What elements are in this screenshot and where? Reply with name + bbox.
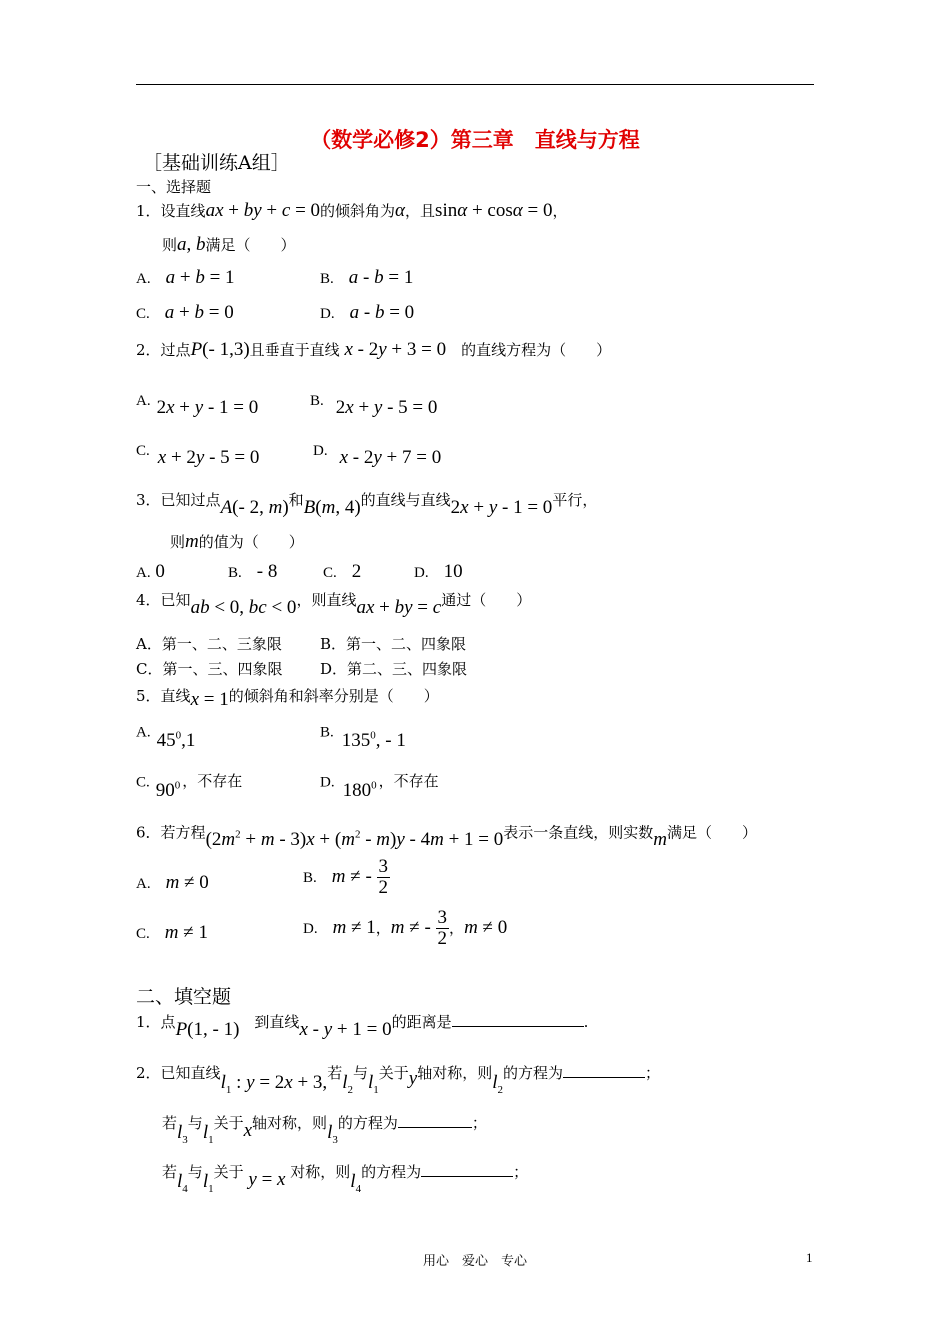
- q3-option-b: B. - 8: [228, 561, 278, 582]
- q3-option-c: C. 2: [323, 561, 362, 582]
- question-1-cont: 则a, b满足（ ）: [162, 234, 296, 255]
- page-footer: 用心 爱心 专心: [422, 1254, 527, 1269]
- q2-option-a: A. 2x + y - 1 = 0: [136, 393, 259, 418]
- page-number: 1: [806, 1250, 813, 1265]
- q6-option-d: D. m ≠ 1，m ≠ - $\frac{3}{2}$ ，m ≠ 0: [303, 907, 508, 949]
- q6-option-a: A. m ≠ 0: [136, 872, 209, 893]
- q4-option-c: C．第一、三、四象限: [136, 660, 283, 678]
- q1-option-a: A. a + b = 1: [136, 267, 235, 288]
- page-title: （数学必修2）第三章 直线与方程: [310, 128, 640, 152]
- question-3: 3．已知过点A(- 2, m)和B(m, 4)的直线与直线2x + y - 1 = 0平行，: [136, 491, 598, 518]
- q1-option-b: B. a - b = 1: [320, 267, 414, 288]
- section-heading-choice: 一、选择题: [136, 178, 212, 196]
- q2-option-b: B. 2x + y - 5 = 0: [310, 393, 438, 418]
- fill-1: 1．点P(1, - 1) 到直线x - y + 1 = 0的距离是 .: [136, 1013, 589, 1040]
- q1-option-d: D. a - b = 0: [320, 302, 415, 323]
- question-5: 5．直线x = 1的倾斜角和斜率分别是（ ）: [136, 687, 439, 710]
- question-4: 4．已知ab < 0, bc < 0，则直线ax + by = c通过（ ）: [136, 591, 532, 618]
- q5-option-d: D. $180^0$ ，不存在: [320, 772, 439, 802]
- question-1: 1．设直线ax + by + c = 0的倾斜角为α，且sinα + cosα = 0，: [136, 200, 568, 221]
- fill-2: 2．已知直线$l_1$ : y = 2x + 3,若$l_2$与$l_1$关于y轴对称，则$l_2$的方程为 ；: [136, 1064, 661, 1096]
- question-2: 2．过点P(- 1,3)且垂直于直线 x - 2y + 3 = 0 的直线方程为（ ）: [136, 339, 612, 360]
- q4-option-d: D．第二、三、四象限: [320, 660, 468, 678]
- q5-option-a: A. $45^0,1$: [136, 724, 196, 752]
- section-heading-fill: 二、填空题: [136, 986, 232, 1008]
- fill-2-yx: 若$l_4$与$l_1$关于 y = x 对称，则$l_4$的方程为 ；: [162, 1163, 529, 1195]
- header-rule: [136, 84, 814, 85]
- q2-option-d: D. x - 2y + 7 = 0: [313, 443, 442, 468]
- q3-option-d: D. 10: [414, 561, 463, 582]
- q5-option-b: B. $135^0$, - 1: [320, 724, 406, 752]
- group-label: ［基础训练A组］: [143, 152, 290, 174]
- question-6: 6．若方程$(2m^2 + m - 3)x + (m^2 - m)y - 4m + 1 = 0$表示一条直线，则实数m满足（ ）: [136, 823, 758, 851]
- q4-option-a: A．第一、二、三象限: [136, 635, 282, 653]
- q1-option-c: C. a + b = 0: [136, 302, 234, 323]
- q2-option-c: C. x + 2y - 5 = 0: [136, 443, 260, 468]
- question-3-cont: 则m的值为（ ）: [170, 531, 304, 552]
- q4-option-b: B．第一、二、四象限: [320, 635, 467, 653]
- q3-option-a: A. 0: [136, 561, 165, 582]
- fill-2-x: 若$l_3$与$l_1$关于x轴对称，则$l_3$的方程为 ；: [162, 1114, 487, 1146]
- q6-option-b: B. m ≠ - $\frac{3}{2}$: [303, 856, 389, 898]
- q5-option-c: C. $90^0$ ，不存在: [136, 772, 243, 802]
- q6-option-c: C. m ≠ 1: [136, 922, 208, 943]
